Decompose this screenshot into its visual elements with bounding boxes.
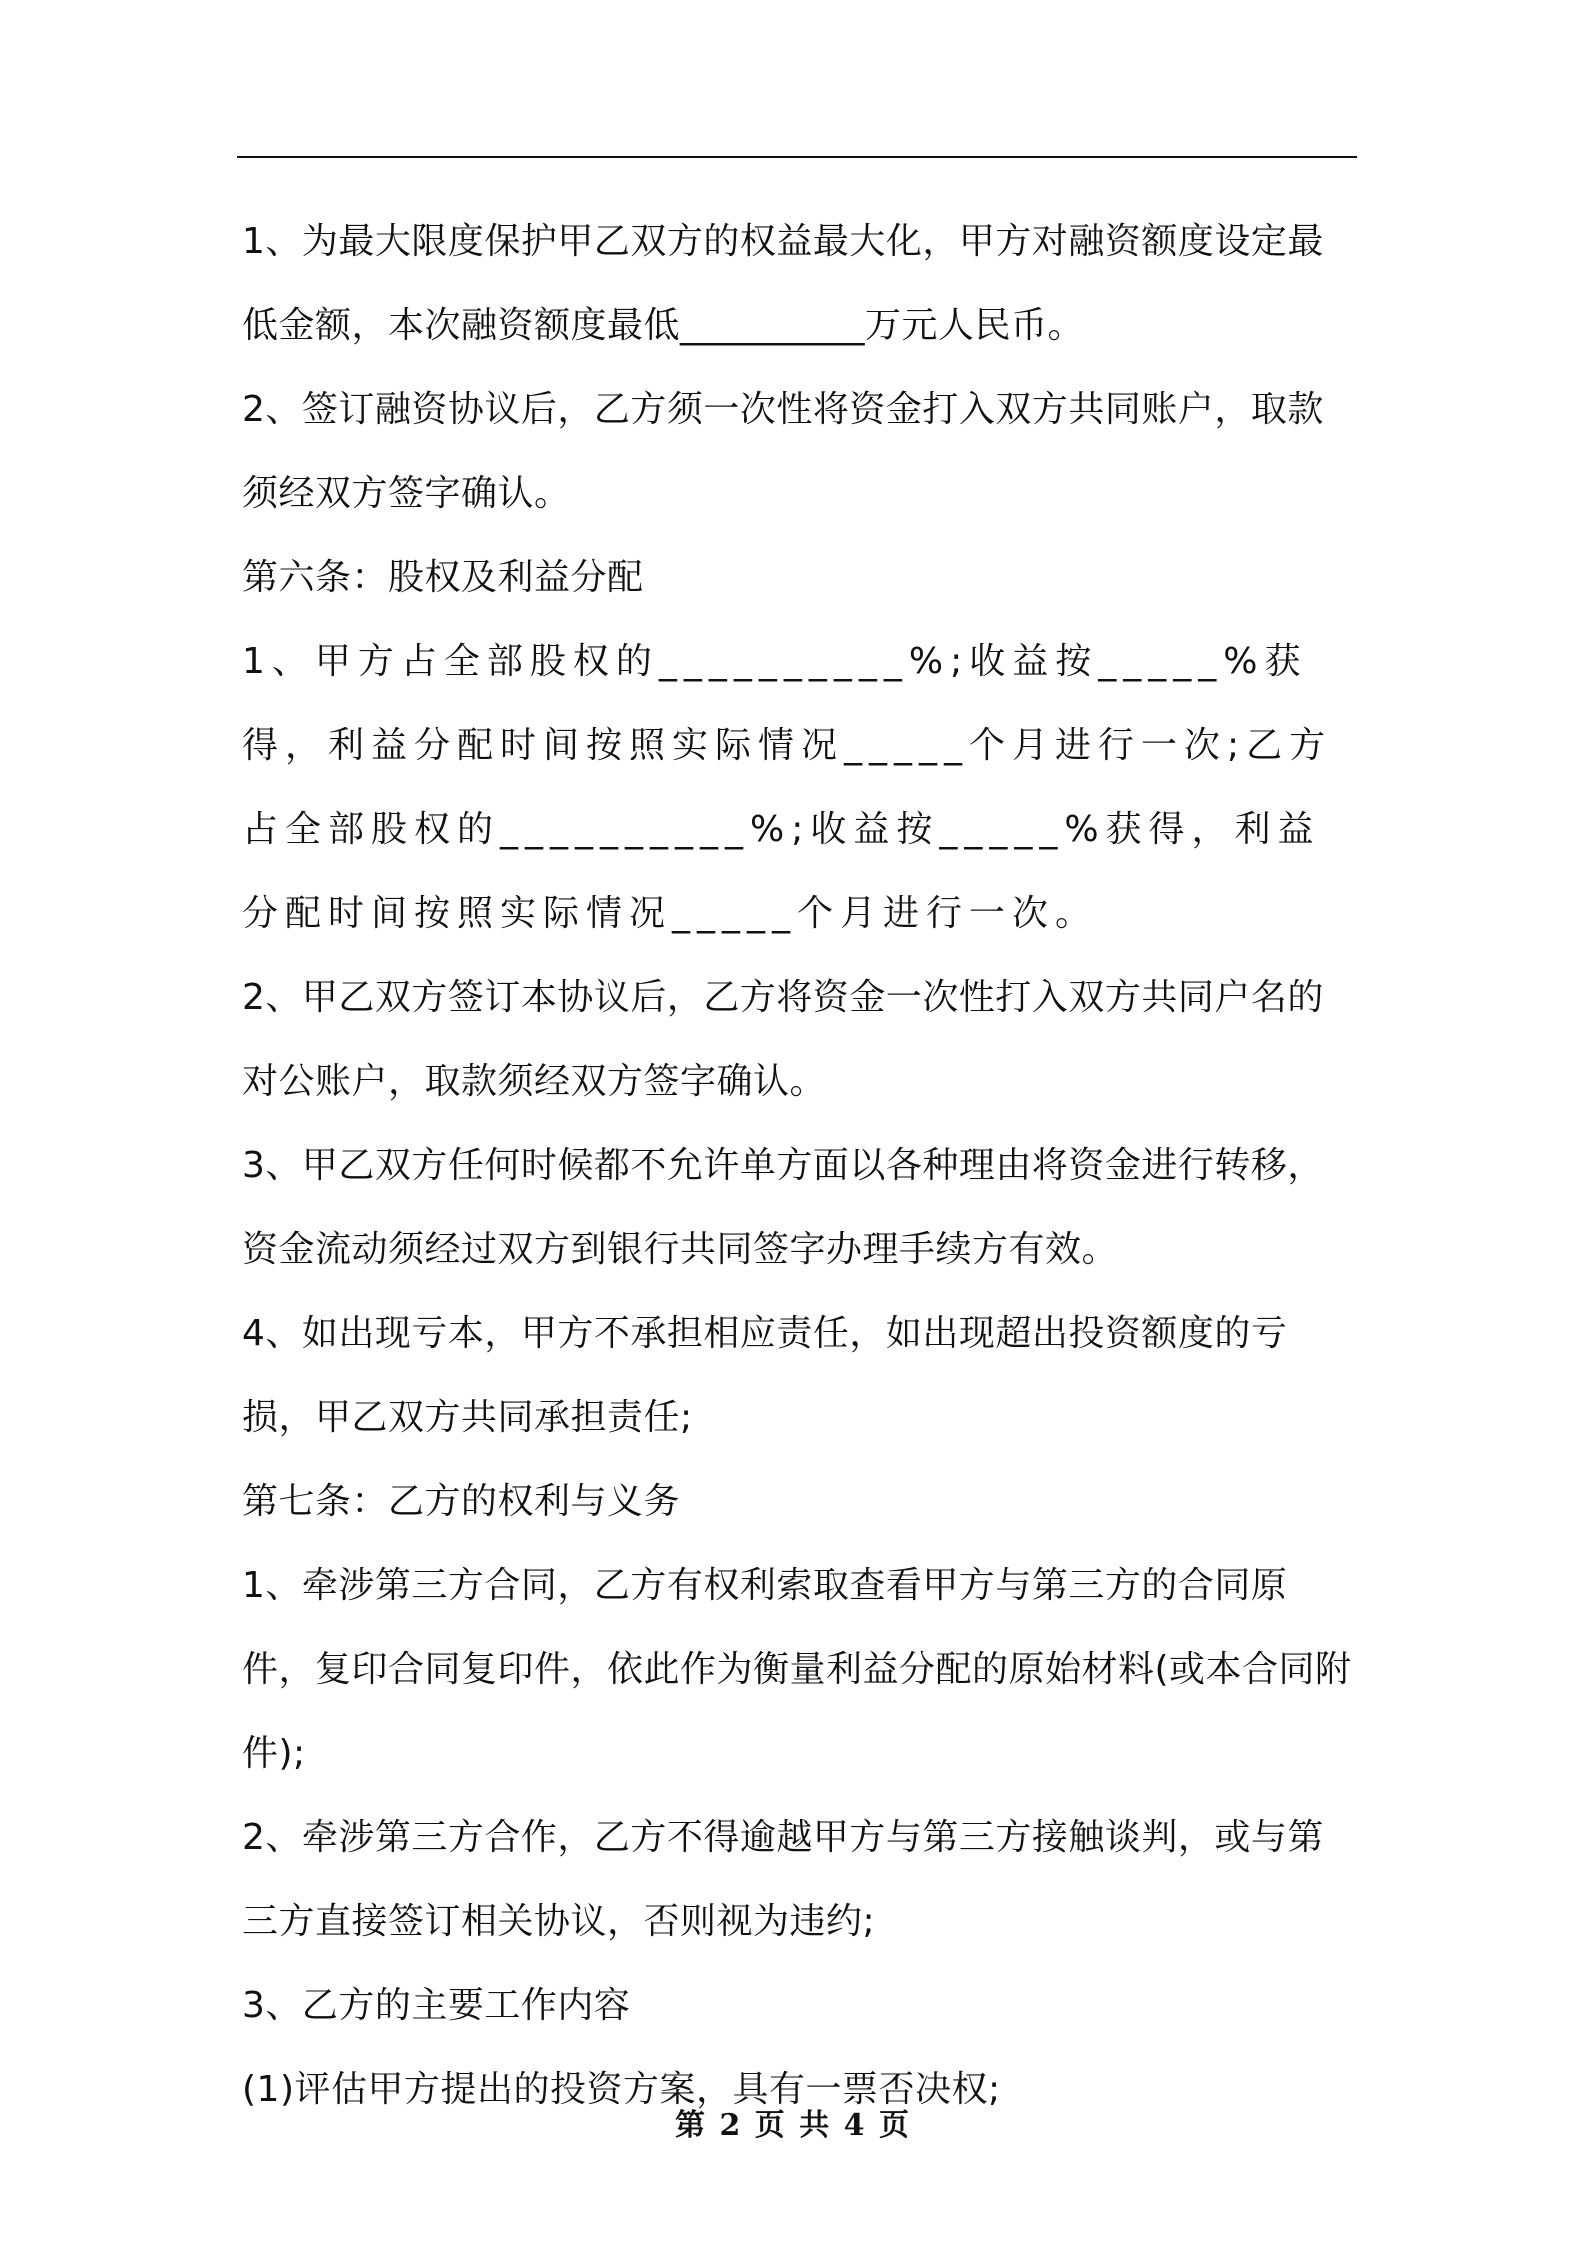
header-divider	[237, 156, 1357, 158]
paragraph-main-work: 3、乙方的主要工作内容	[242, 1985, 631, 2026]
document-body	[242, 200, 1357, 2132]
paragraph-veto-right: (1)评估甲方提出的投资方案，具有一票否决权;	[242, 2069, 1001, 2110]
section-heading-article-7: 第七条：乙方的权利与义务	[242, 1481, 681, 1522]
paragraph-third-party-cooperation: 2、牵涉第三方合作，乙方不得逾越甲方与第三方接触谈判，或与第三方直接签订相关协议，否则视为违约;	[242, 1817, 1324, 1942]
paragraph-loss-liability: 4、如出现亏本，甲方不承担相应责任，如出现超出投资额度的亏损，甲乙双方共同承担责任;	[242, 1313, 1288, 1438]
paragraph-financing-minimum: 1、为最大限度保护甲乙双方的权益最大化，甲方对融资额度设定最低金额，本次融资额度最低__________万元人民币。	[242, 221, 1324, 346]
paragraph-fund-transfer: 3、甲乙双方任何时候都不允许单方面以各种理由将资金进行转移，资金流动须经过双方到银行共同签字办理手续方有效。	[242, 1145, 1324, 1270]
paragraph-third-party-contract: 1、牵涉第三方合同，乙方有权利索取查看甲方与第三方的合同原件，复印合同复印件，依此作为衡量利益分配的原始材料(或本合同附件);	[242, 1565, 1352, 1774]
paragraph-equity-shares: 1、甲方占全部股权的__________%;收益按_____%获得，利益分配时间按照实际情况_____个月进行一次;乙方占全部股权的__________%;收益按_____%获得，利益分配时间按照实际情况_____个月进行一次。	[242, 641, 1333, 934]
page-number-footer: 第 2 页 共 4 页	[675, 2108, 911, 2143]
paragraph-public-account: 2、甲乙双方签订本协议后，乙方将资金一次性打入双方共同户名的对公账户，取款须经双方签字确认。	[242, 977, 1324, 1102]
section-heading-article-6: 第六条：股权及利益分配	[242, 557, 644, 598]
paragraph-joint-account: 2、签订融资协议后，乙方须一次性将资金打入双方共同账户，取款须经双方签字确认。	[242, 389, 1324, 514]
